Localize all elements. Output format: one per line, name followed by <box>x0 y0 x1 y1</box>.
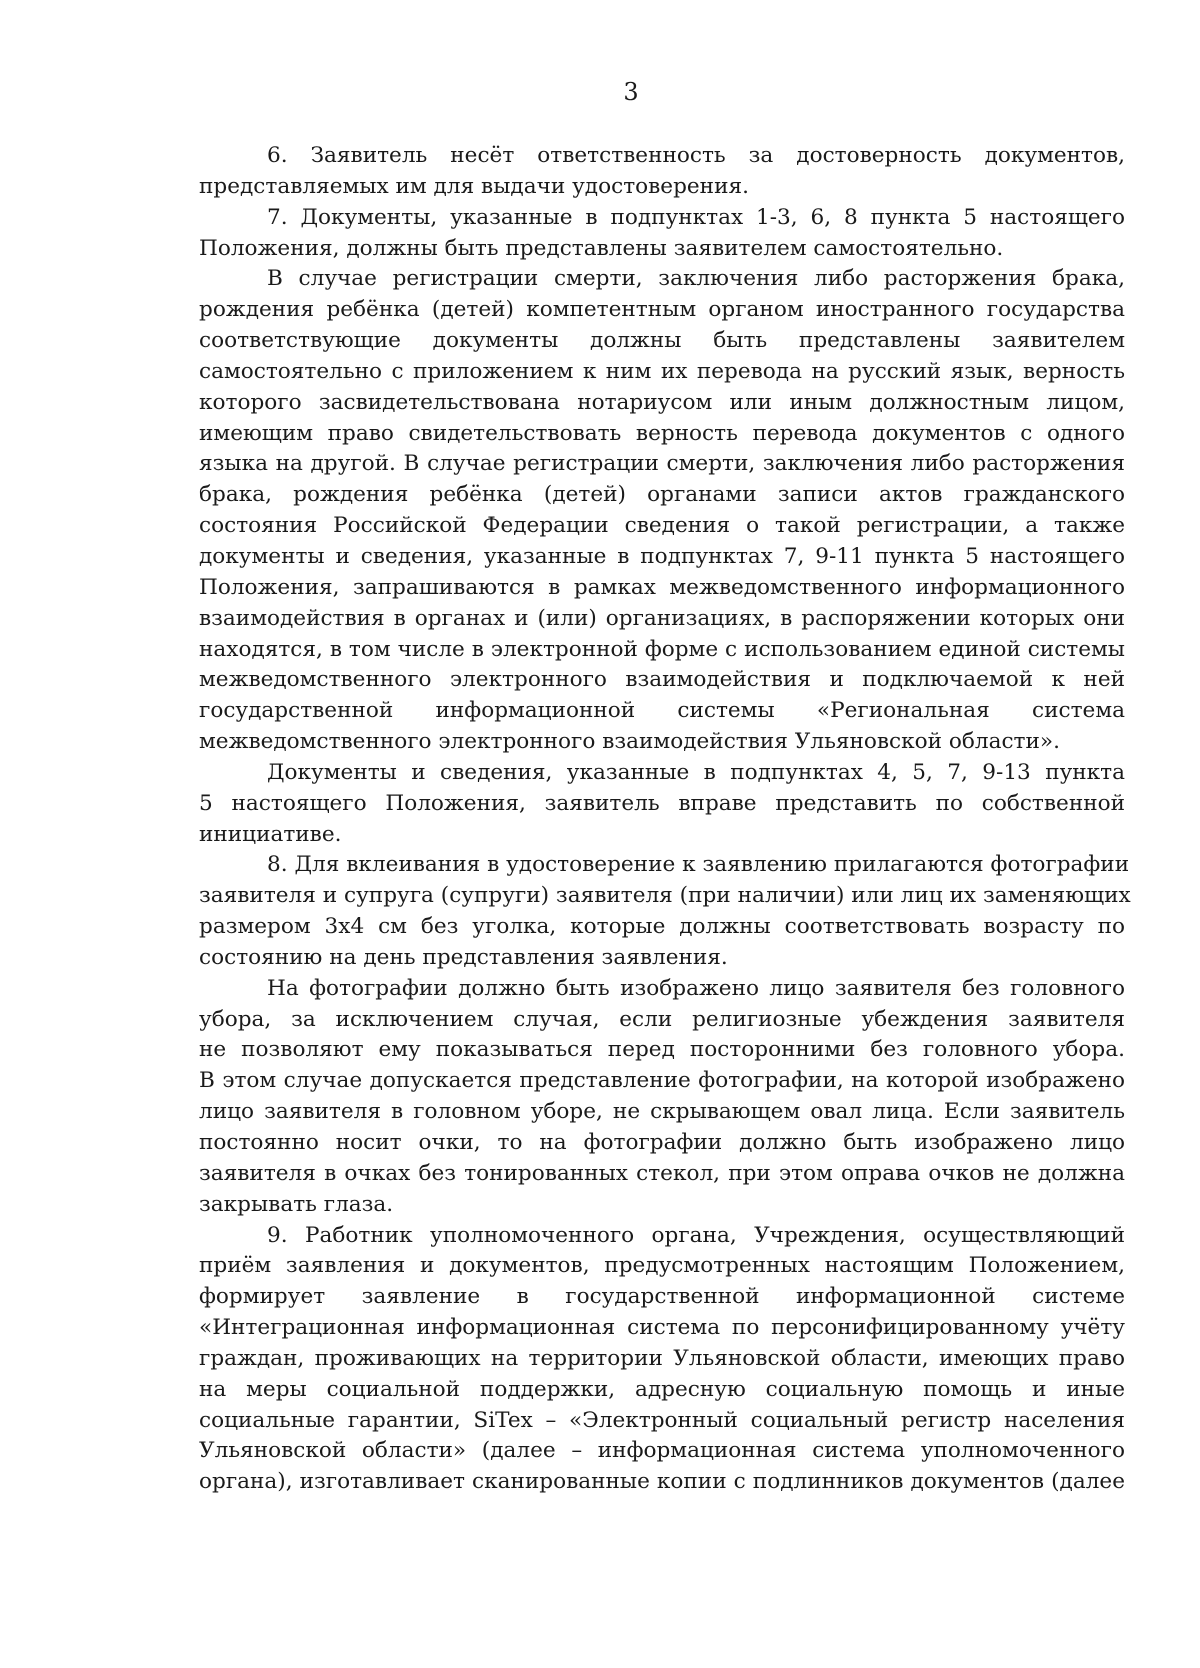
text-line: убора, за исключением случая, если религиозные убеждения заявителя <box>199 1006 1125 1032</box>
paragraph <box>199 1221 1125 1499</box>
document-body <box>199 141 1131 1498</box>
text-line: заявителя и супруга (супруги) заявителя (при наличии) или лиц их заменяющих <box>199 883 1131 909</box>
text-line: формирует заявление в государственной информационной системе <box>199 1284 1125 1310</box>
text-line: Документы и сведения, указанные в подпунктах 4, 5, 7, 9-13 пункта <box>267 759 1125 785</box>
paragraph <box>199 264 1125 758</box>
text-line: которого засвидетельствована нотариусом или иным должностным лицом, <box>199 389 1125 415</box>
text-line: Положения, запрашиваются в рамках межведомственного информационного <box>199 574 1125 600</box>
page-number: 3 <box>623 78 639 106</box>
text-line: На фотографии должно быть изображено лицо заявителя без головного <box>267 975 1125 1001</box>
paragraph <box>199 141 1125 203</box>
text-line: 7. Документы, указанные в подпунктах 1-3, 6, 8 пункта 5 настоящего <box>267 204 1125 230</box>
text-line: межведомственного электронного взаимодействия Ульяновской области». <box>199 729 1060 755</box>
text-line: размером 3х4 см без уголка, которые должны соответствовать возрасту по <box>199 914 1125 940</box>
text-line: 6. Заявитель несёт ответственность за достоверность документов, <box>267 143 1125 168</box>
text-line: органа), изготавливает сканированные копии с подлинников документов (далее <box>199 1469 1125 1495</box>
text-line: инициативе. <box>199 821 342 847</box>
text-line: Ульяновской области» (далее – информационная система уполномоченного <box>199 1438 1125 1464</box>
paragraph <box>199 974 1125 1221</box>
text-line: 5 настоящего Положения, заявитель вправе представить по собственной <box>199 790 1125 816</box>
text-line: постоянно носит очки, то на фотографии должно быть изображено лицо <box>199 1130 1125 1155</box>
text-line: государственной информационной системы «Региональная система <box>199 698 1125 724</box>
text-line: межведомственного электронного взаимодействия и подключаемой к ней <box>199 667 1125 693</box>
text-line: 8. Для вклеивания в удостоверение к заявлению прилагаются фотографии <box>267 852 1130 878</box>
text-line: В этом случае допускается представление фотографии, на которой изображено <box>199 1068 1125 1094</box>
text-line: состояния Российской Федерации сведения о такой регистрации, а также <box>199 513 1125 539</box>
text-line: находятся, в том числе в электронной форме с использованием единой системы <box>199 636 1125 662</box>
paragraph <box>199 850 1131 973</box>
paragraph <box>199 203 1125 265</box>
paragraph <box>199 758 1125 851</box>
text-line: приём заявления и документов, предусмотренных настоящим Положением, <box>199 1253 1125 1279</box>
text-line: на меры социальной поддержки, адресную социальную помощь и иные <box>199 1376 1125 1402</box>
text-line: закрывать глаза. <box>199 1191 394 1217</box>
text-line: лицо заявителя в головном уборе, не скрывающем овал лица. Если заявитель <box>199 1099 1125 1125</box>
text-line: 9. Работник уполномоченного органа, Учреждения, осуществляющий <box>267 1222 1125 1248</box>
text-line: представляемых им для выдачи удостоверения. <box>199 173 749 199</box>
text-line: «Интеграционная информационная система по персонифицированному учёту <box>199 1315 1125 1341</box>
text-line: Положения, должны быть представлены заявителем самостоятельно. <box>199 235 1004 261</box>
text-line: соответствующие документы должны быть представлены заявителем <box>199 328 1125 354</box>
text-line: самостоятельно с приложением к ним их перевода на русский язык, верность <box>199 358 1125 384</box>
text-line: не позволяют ему показываться перед посторонними без головного убора. <box>199 1037 1125 1063</box>
text-line: документы и сведения, указанные в подпунктах 7, 9-11 пункта 5 настоящего <box>199 543 1125 569</box>
text-line: языка на другой. В случае регистрации смерти, заключения либо расторжения <box>199 451 1125 477</box>
text-line: состоянию на день представления заявления. <box>199 944 728 970</box>
text-line: рождения ребёнка (детей) компетентным органом иностранного государства <box>199 297 1125 323</box>
text-line: граждан, проживающих на территории Ульяновской области, имеющих право <box>199 1345 1125 1371</box>
text-line: заявителя в очках без тонированных стекол, при этом оправа очков не должна <box>199 1160 1125 1186</box>
text-line: брака, рождения ребёнка (детей) органами записи актов гражданского <box>199 482 1125 508</box>
text-line: В случае регистрации смерти, заключения либо расторжения брака, <box>267 266 1125 292</box>
text-line: социальные гарантии, SiTex – «Электронный социальный регистр населения <box>199 1407 1125 1433</box>
text-line: взаимодействия в органах и (или) организациях, в распоряжении которых они <box>199 605 1125 631</box>
text-line: имеющим право свидетельствовать верность перевода документов с одного <box>199 420 1125 446</box>
